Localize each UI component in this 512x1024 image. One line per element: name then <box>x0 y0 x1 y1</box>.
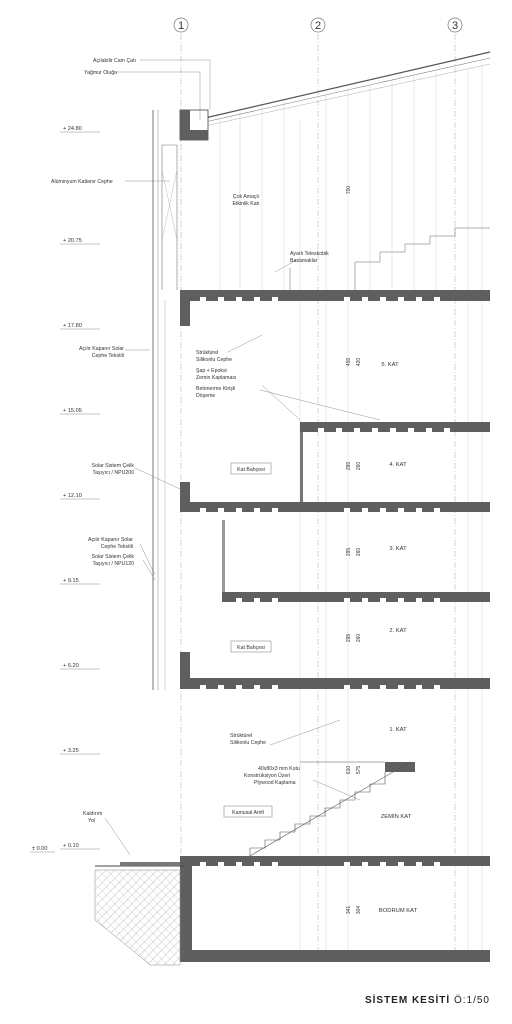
dim-260-a: 260 <box>356 461 362 471</box>
dim-700: 700 <box>346 185 352 195</box>
floor-label-4: 4. KAT <box>389 462 407 468</box>
note-screed-a: Şap + Epoksi <box>196 368 227 374</box>
dim-260-c: 260 <box>356 633 362 643</box>
telescopic-steps <box>290 228 490 290</box>
note-glass-roof: Açılabilir Cam Çatı <box>93 58 136 64</box>
drawing-title-name: SİSTEM KESİTİ <box>364 995 451 1006</box>
note-solar-textile-1b: Cephe Tekstili <box>91 353 124 359</box>
note-solar-steel-1a: Solar Sistem Çelik <box>91 463 134 469</box>
note-screed-b: Zemin Kaplaması <box>196 375 237 381</box>
note-solar-textile-1a: Açılır Kapanır Solar <box>79 346 124 352</box>
elevation-markers <box>32 126 82 852</box>
floor-label-5: 5. KAT <box>381 362 399 368</box>
drawing-title-scale: Ö:1/50 <box>453 995 490 1006</box>
dim-575: 575 <box>356 765 362 775</box>
dim-610: 610 <box>346 765 352 775</box>
floor-labels <box>379 362 418 914</box>
slab-basement <box>180 950 490 962</box>
room-multi-purpose-line1: Çok Amaçlı <box>232 194 260 200</box>
axis-markers <box>174 18 462 32</box>
dim-295-c: 295 <box>346 633 352 643</box>
note-slab-b: Döşeme <box>196 393 216 399</box>
note-slab-a: Betonerme Kirişli <box>196 386 236 392</box>
roof <box>180 52 490 140</box>
note-plywood-c: Plywood Kaplama <box>254 780 296 786</box>
slab-3 <box>222 592 490 602</box>
axis-label-3: 3 <box>451 20 459 32</box>
elevation-9-15: + 9.15 <box>63 578 79 584</box>
room-amphi: Kamusal Amfi <box>232 810 264 816</box>
note-road: Yol <box>88 818 96 824</box>
note-telescopic-2: Basamaklar <box>290 258 318 264</box>
elevation-20-75: + 20.75 <box>63 238 82 244</box>
slab-4 <box>180 502 490 512</box>
floor-label-3: 3. KAT <box>389 546 407 552</box>
dim-455: 455 <box>346 357 352 367</box>
slab-roof-floor <box>180 290 490 301</box>
elevation-17-80: + 17.80 <box>63 323 82 329</box>
room-multi-purpose-line2: Etkinlik Katı <box>232 201 260 207</box>
note-plywood-b: Konstrüksiyon Üzeri <box>244 773 291 779</box>
elevation-12-10: + 12.10 <box>63 493 82 499</box>
floor-label-ground: ZEMİN KAT <box>380 814 412 820</box>
elevation-6-20: + 6.20 <box>63 663 79 669</box>
drawing-title <box>365 995 490 1006</box>
slab-1 <box>385 762 415 772</box>
note-solar-textile-2a: Açılır Kapanır Solar <box>88 537 133 543</box>
note-solar-steel-2a: Solar Sistem Çelik <box>91 554 134 560</box>
note-solar-textile-2b: Cephe Tekstili <box>100 544 133 550</box>
slab-ground <box>180 856 490 866</box>
note-solar-steel-1b: Taşıyıcı / NPU200 <box>92 470 134 476</box>
note-silicone-2a: Strüktürel <box>230 733 253 739</box>
dim-420: 420 <box>356 357 362 367</box>
dim-295-a: 295 <box>346 461 352 471</box>
elevation-3-25: + 3.25 <box>63 748 79 754</box>
axis-label-2: 2 <box>314 20 322 32</box>
elevation-24-80: + 24.80 <box>63 126 82 132</box>
elevation-0-00: ± 0.00 <box>32 846 48 852</box>
dim-304: 304 <box>356 905 362 915</box>
dim-295-b: 295 <box>346 547 352 557</box>
note-telescopic-1: Ayarlı Teleskobik <box>290 251 329 257</box>
floor-label-2: 2. KAT <box>389 628 407 634</box>
ground <box>95 862 185 965</box>
note-gutter: Yağmur Oluğu <box>84 70 118 76</box>
note-silicone-2b: Silikonlu Cephe <box>230 740 267 746</box>
note-silicone-1b: Silikonlu Cephe <box>196 357 233 363</box>
left-facade <box>153 110 177 690</box>
elevation-15-05: + 15.05 <box>63 408 82 414</box>
note-silicone-1a: Strüktürel <box>196 350 219 356</box>
axis-label-1: 1 <box>177 20 185 32</box>
room-garden-lower: Kat Bahçesi <box>237 645 265 651</box>
note-plywood-a: 40x80x3 mm Kutu <box>258 766 300 772</box>
room-garden-upper: Kat Bahçesi <box>237 467 265 473</box>
slab-beams <box>200 297 450 866</box>
floor-label-1: 1. KAT <box>389 727 407 733</box>
dim-341: 341 <box>346 905 352 915</box>
note-solar-steel-2b: Taşıyıcı / NPU120 <box>92 561 134 567</box>
basement-wall <box>180 866 192 962</box>
note-sidewalk: Kaldırım <box>83 811 103 817</box>
slab-2 <box>180 678 490 689</box>
note-alu-facade: Alüminyum Katlanır Cephe <box>51 179 113 185</box>
notes <box>51 58 329 824</box>
dim-260-b: 260 <box>356 547 362 557</box>
floor-label-basement: BODRUM KAT <box>378 908 418 914</box>
elevation-0-10: + 0.10 <box>63 843 79 849</box>
